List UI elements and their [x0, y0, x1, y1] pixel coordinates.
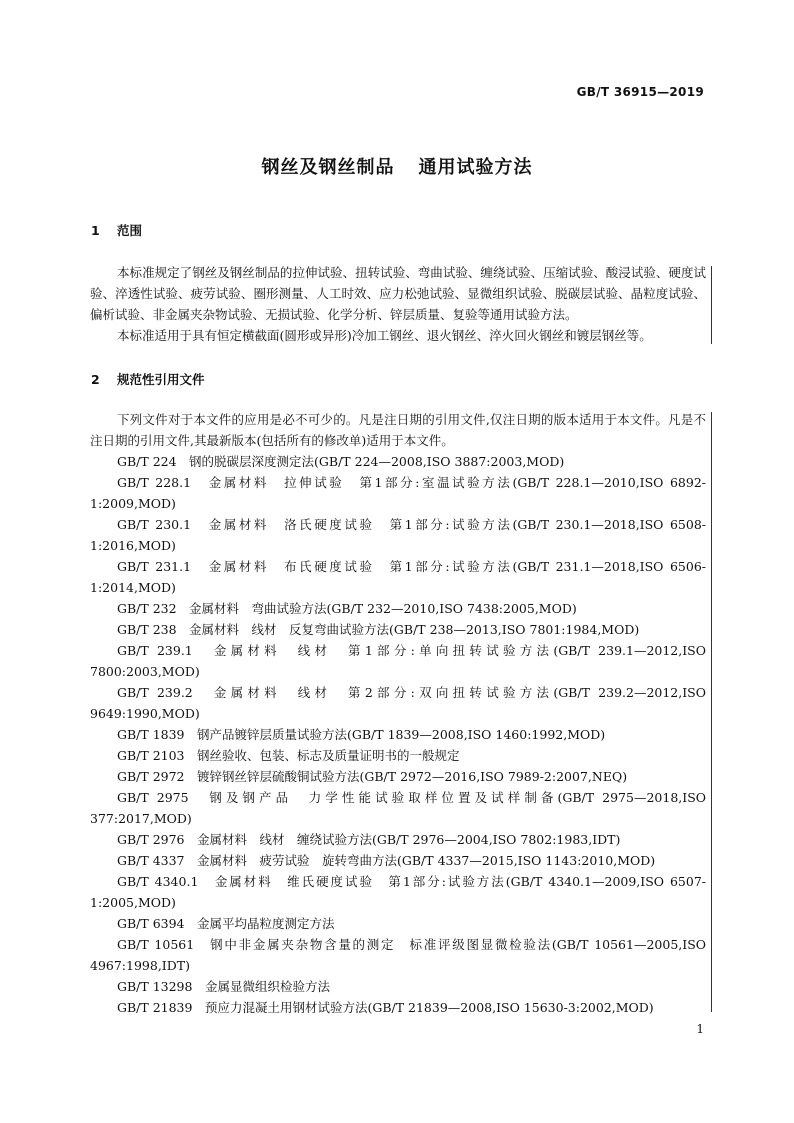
reference-item: GB/T 228.1 金属材料 拉伸试验 第1部分:室温试验方法(GB/T 228.1—2010,ISO 6892-1:2009,MOD)	[90, 475, 706, 511]
margin-rule-references	[711, 412, 712, 1012]
reference-item: GB/T 239.1 金属材料 线材 第1部分:单向扭转试验方法(GB/T 239.1—2012,ISO 7800:2003,MOD)	[90, 643, 706, 679]
reference-list	[90, 451, 706, 1018]
reference-item: GB/T 238 金属材料 线材 反复弯曲试验方法(GB/T 238—2013,ISO 7801:1984,MOD)	[117, 622, 640, 637]
reference-item: GB/T 13298 金属显微组织检验方法	[117, 979, 330, 994]
reference-item: GB/T 232 金属材料 弯曲试验方法(GB/T 232—2010,ISO 7438:2005,MOD)	[117, 601, 577, 616]
scope-paragraph-2: 本标准适用于具有恒定横截面(圆形或异形)冷加工钢丝、退火钢丝、淬火回火钢丝和镀层钢丝等。	[117, 328, 652, 343]
reference-item: GB/T 4340.1 金属材料 维氏硬度试验 第1部分:试验方法(GB/T 4340.1—2009,ISO 6507-1:2005,MOD)	[90, 874, 706, 910]
reference-item: GB/T 2976 金属材料 线材 缠绕试验方法(GB/T 2976—2004,ISO 7802:1983,IDT)	[117, 832, 621, 847]
reference-item: GB/T 2975 钢及钢产品 力学性能试验取样位置及试样制备(GB/T 2975—2018,ISO 377:2017,MOD)	[90, 790, 706, 826]
reference-item: GB/T 239.2 金属材料 线材 第2部分:双向扭转试验方法(GB/T 239.2—2012,ISO 9649:1990,MOD)	[90, 685, 706, 721]
reference-item: GB/T 6394 金属平均晶粒度测定方法	[117, 916, 335, 931]
section-2-number: 2	[91, 372, 100, 387]
section-1-number: 1	[91, 223, 100, 238]
reference-item: GB/T 1839 钢产品镀锌层质量试验方法(GB/T 1839—2008,ISO 1460:1992,MOD)	[117, 727, 606, 742]
standard-code: GB/T 36915—2019	[576, 85, 704, 99]
reference-item: GB/T 10561 钢中非金属夹杂物含量的测定 标准评级图显微检验法(GB/T 10561—2005,ISO 4967:1998,IDT)	[90, 937, 706, 973]
section-1-title: 范围	[117, 223, 143, 238]
reference-item: GB/T 2972 镀锌钢丝锌层硫酸铜试验方法(GB/T 2972—2016,ISO 7989-2:2007,NEQ)	[117, 769, 628, 784]
page-number: 1	[696, 1022, 704, 1036]
reference-item: GB/T 4337 金属材料 疲劳试验 旋转弯曲方法(GB/T 4337—2015,ISO 1143:2010,MOD)	[117, 853, 656, 868]
reference-item: GB/T 21839 预应力混凝土用钢材试验方法(GB/T 21839—2008,ISO 15630-3:2002,MOD)	[117, 1000, 654, 1015]
normative-references-intro: 下列文件对于本文件的应用是必不可少的。凡是注日期的引用文件,仅注日期的版本适用于本文件。凡是不注日期的引用文件,其最新版本(包括所有的修改单)适用于本文件。	[90, 412, 706, 448]
scope-paragraph-1: 本标准规定了钢丝及钢丝制品的拉伸试验、扭转试验、弯曲试验、缠绕试验、压缩试验、酸浸试验、硬度试验、淬透性试验、疲劳试验、圈形测量、人工时效、应力松弛试验、显微组织试验、脱碳层试验、晶粒度试验、偏析试验、非金属夹杂物试验、无损试验、化学分析、锌层质量、复验等通用试验方法。	[90, 265, 706, 322]
reference-item: GB/T 2103 钢丝验收、包装、标志及质量证明书的一般规定	[117, 748, 460, 763]
reference-item: GB/T 230.1 金属材料 洛氏硬度试验 第1部分:试验方法(GB/T 230.1—2018,ISO 6508-1:2016,MOD)	[90, 517, 706, 553]
reference-item: GB/T 224 钢的脱碳层深度测定法(GB/T 224—2008,ISO 3887:2003,MOD)	[117, 454, 565, 469]
title-sub: 通用试验方法	[418, 157, 533, 178]
margin-rule-scope	[711, 266, 712, 344]
section-2-title: 规范性引用文件	[117, 372, 205, 387]
section-2-heading	[91, 370, 205, 388]
document-title	[0, 153, 794, 179]
section-1-heading	[91, 221, 142, 239]
title-main: 钢丝及钢丝制品	[261, 157, 395, 178]
reference-item: GB/T 231.1 金属材料 布氏硬度试验 第1部分:试验方法(GB/T 231.1—2018,ISO 6506-1:2014,MOD)	[90, 559, 706, 595]
